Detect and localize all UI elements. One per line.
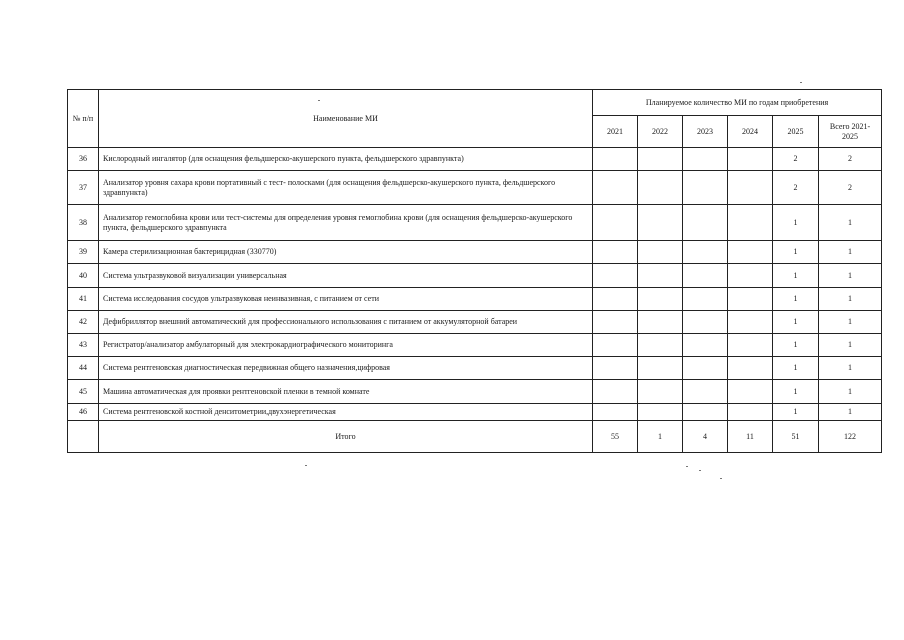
cell-2024	[728, 205, 773, 241]
row-num: 38	[68, 205, 99, 241]
row-name: Анализатор уровня сахара крови портативный с тест- полосками (для оснащения фельдшерско-акушерского пункта, фельдшерского здравпункта)	[99, 171, 593, 205]
cell-total: 1	[819, 334, 882, 357]
cell-2021	[593, 380, 638, 404]
total-2025: 51	[773, 421, 819, 453]
row-num: 41	[68, 288, 99, 311]
cell-2025: 2	[773, 171, 819, 205]
cell-2024	[728, 241, 773, 264]
scan-speck	[318, 100, 320, 101]
row-name: Регистратор/анализатор амбулаторный для электрокардиографического мониторинга	[99, 334, 593, 357]
row-name: Система ультразвуковой визуализации универсальная	[99, 264, 593, 288]
row-name: Камера стерилизационная бактерицидная (330770)	[99, 241, 593, 264]
cell-2023	[683, 205, 728, 241]
table-row	[68, 205, 882, 241]
cell-2023	[683, 148, 728, 171]
total-2022: 1	[638, 421, 683, 453]
cell-2024	[728, 288, 773, 311]
cell-2021	[593, 148, 638, 171]
cell-2024	[728, 404, 773, 421]
total-2023: 4	[683, 421, 728, 453]
cell-2023	[683, 380, 728, 404]
header-year-2025: 2025	[773, 116, 819, 148]
cell-2022	[638, 288, 683, 311]
cell-2021	[593, 264, 638, 288]
table-row	[68, 380, 882, 404]
row-num: 46	[68, 404, 99, 421]
cell-total: 1	[819, 205, 882, 241]
cell-total: 1	[819, 288, 882, 311]
header-year-2022: 2022	[638, 116, 683, 148]
cell-2025: 1	[773, 357, 819, 380]
total-2024: 11	[728, 421, 773, 453]
cell-2022	[638, 171, 683, 205]
table-row	[68, 171, 882, 205]
header-total: Всего 2021-2025	[819, 116, 882, 148]
cell-2024	[728, 380, 773, 404]
cell-total: 1	[819, 241, 882, 264]
cell-2022	[638, 380, 683, 404]
cell-2025: 1	[773, 205, 819, 241]
cell-2023	[683, 241, 728, 264]
cell-total: 1	[819, 380, 882, 404]
scan-speck	[305, 465, 307, 466]
row-name: Дефибриллятор внешний автоматический для профессионального использования с питанием от аккумуляторной батареи	[99, 311, 593, 334]
total-2021: 55	[593, 421, 638, 453]
row-name: Система исследования сосудов ультразвуковая неинвазивная, с питанием от сети	[99, 288, 593, 311]
row-num: 37	[68, 171, 99, 205]
cell-2023	[683, 334, 728, 357]
cell-2021	[593, 311, 638, 334]
cell-2025: 1	[773, 264, 819, 288]
header-year-2023: 2023	[683, 116, 728, 148]
table-row	[68, 404, 882, 421]
cell-2023	[683, 357, 728, 380]
row-num: 43	[68, 334, 99, 357]
row-name: Система рентгеновская диагностическая передвижная общего назначения,цифровая	[99, 357, 593, 380]
row-num: 36	[68, 148, 99, 171]
header-planned-group: Планируемое количество МИ по годам приобретения	[593, 90, 882, 116]
cell-total: 2	[819, 171, 882, 205]
cell-2024	[728, 148, 773, 171]
cell-2021	[593, 288, 638, 311]
table-row	[68, 264, 882, 288]
cell-2025: 1	[773, 241, 819, 264]
cell-2021	[593, 171, 638, 205]
cell-total: 1	[819, 357, 882, 380]
cell-2023	[683, 171, 728, 205]
cell-total: 1	[819, 311, 882, 334]
cell-2023	[683, 404, 728, 421]
cell-2025: 1	[773, 380, 819, 404]
cell-2022	[638, 241, 683, 264]
scan-speck	[720, 478, 722, 479]
cell-2022	[638, 148, 683, 171]
table-row	[68, 311, 882, 334]
row-num: 40	[68, 264, 99, 288]
scan-speck	[699, 470, 701, 471]
header-num: № п/п	[68, 90, 99, 148]
cell-2025: 1	[773, 288, 819, 311]
cell-2024	[728, 264, 773, 288]
cell-2023	[683, 288, 728, 311]
table-row	[68, 288, 882, 311]
row-num: 39	[68, 241, 99, 264]
table-row	[68, 148, 882, 171]
table-row	[68, 334, 882, 357]
row-name: Анализатор гемоглобина крови или тест-системы для определения уровня гемоглобина крови (для оснащения фельдшерско-акушерского пункта, фельдшерского здравпункта	[99, 205, 593, 241]
cell-2022	[638, 334, 683, 357]
medical-equipment-table	[67, 89, 882, 453]
total-row	[68, 421, 882, 453]
cell-2022	[638, 311, 683, 334]
header-row-top	[68, 90, 882, 116]
cell-2021	[593, 404, 638, 421]
scan-speck	[800, 82, 802, 83]
cell-2021	[593, 205, 638, 241]
cell-2023	[683, 311, 728, 334]
table-row	[68, 241, 882, 264]
cell-2025: 1	[773, 334, 819, 357]
scan-speck	[686, 466, 688, 467]
cell-2022	[638, 357, 683, 380]
row-name: Система рентгеновской костной денситометрии,двухэнергетическая	[99, 404, 593, 421]
cell-2021	[593, 357, 638, 380]
cell-2022	[638, 404, 683, 421]
cell-2021	[593, 241, 638, 264]
cell-2022	[638, 205, 683, 241]
header-name: Наименование МИ	[99, 90, 593, 148]
cell-2025: 2	[773, 148, 819, 171]
cell-total: 1	[819, 264, 882, 288]
cell-2024	[728, 357, 773, 380]
total-label: Итого	[99, 421, 593, 453]
cell-2025: 1	[773, 404, 819, 421]
header-year-2021: 2021	[593, 116, 638, 148]
row-num: 45	[68, 380, 99, 404]
row-num: 44	[68, 357, 99, 380]
cell-total: 1	[819, 404, 882, 421]
cell-2022	[638, 264, 683, 288]
cell-2025: 1	[773, 311, 819, 334]
cell-2023	[683, 264, 728, 288]
table-row	[68, 357, 882, 380]
cell-total: 2	[819, 148, 882, 171]
row-name: Кислородный ингалятор (для оснащения фельдшерско-акушерского пункта, фельдшерского здравпункта)	[99, 148, 593, 171]
cell-2024	[728, 334, 773, 357]
row-name: Машина автоматическая для проявки рентгеновской пленки в темной комнате	[99, 380, 593, 404]
total-all-years: 122	[819, 421, 882, 453]
cell-2021	[593, 334, 638, 357]
row-num: 42	[68, 311, 99, 334]
cell-2024	[728, 171, 773, 205]
total-row-num	[68, 421, 99, 453]
header-year-2024: 2024	[728, 116, 773, 148]
cell-2024	[728, 311, 773, 334]
